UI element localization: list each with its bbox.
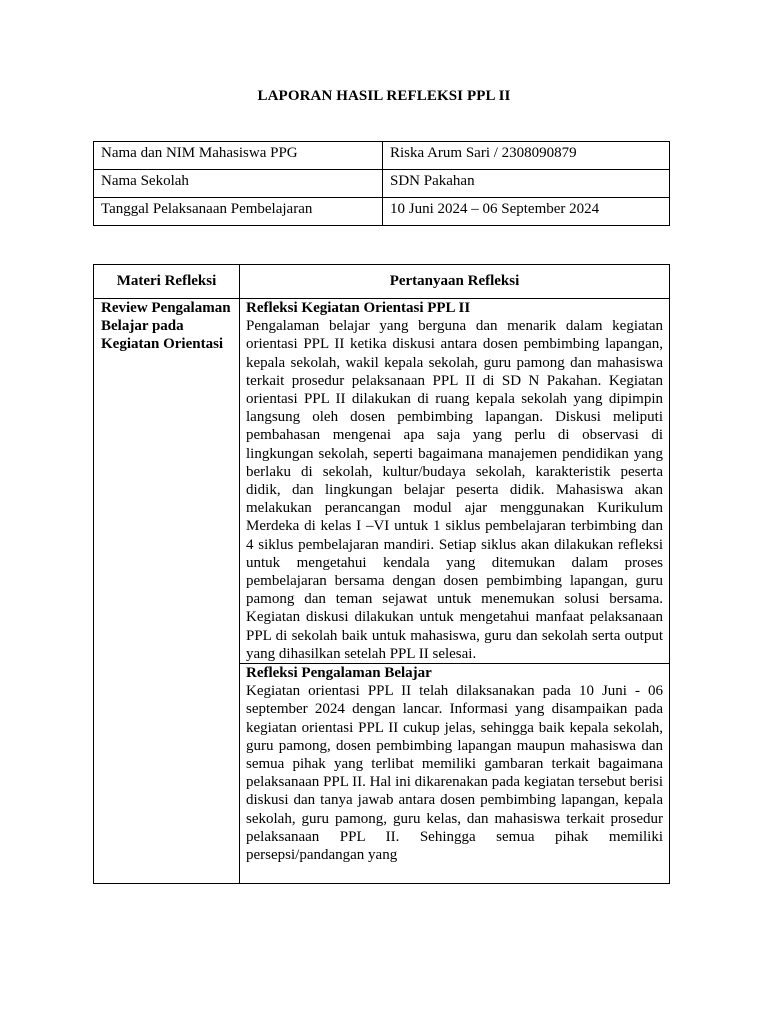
info-value: Riska Arum Sari / 2308090879 (383, 142, 670, 170)
table-row (94, 170, 670, 198)
document-title: LAPORAN HASIL REFLEKSI PPL II (257, 88, 511, 104)
section-text: Pengalaman belajar yang berguna dan menarik dalam kegiatan orientasi PPL II ketika diskusi antara dosen pembimbing lapangan, kepala sekolah, wakil kepala sekolah, guru pamong dan mahasiswa terkait prosedur pelaksanaan PPL II di SD N Pakahan. Kegiatan orientasi PPL II dilakukan di ruang kepala sekolah yang dipimpin langsung oleh dosen pembimbing lapangan. Diskusi meliputi pembahasan mengenai apa saja yang perlu di observasi di lingkungan sekolah, seperti bagaimana manajemen pendidikan yang berlaku di sekolah, kultur/budaya sekolah, karakteristik peserta didik, dan lingkungan belajar peserta didik. Mahasiswa akan melakukan perancangan modul ajar menggunakan Kurikulum Merdeka di kelas I –VI untuk 1 siklus pembelajaran terbimbing dan 4 siklus pembelajaran mandiri. Setiap siklus akan dilakukan refleksi untuk mengetahui kendala yang ditemukan dalam proses pembelajaran bersama dengan dosen pembimbing lapangan, guru pamong dan teman sejawat untuk menemukan solusi bersama. Kegiatan diskusi dilakukan untuk mengetahui manfaat pelaksanaan PPL di sekolah baik untuk mahasiswa, guru dan sekolah serta output yang dihasilkan setelah PPL II selesai. (246, 318, 663, 662)
section-title: Refleksi Pengalaman Belajar (246, 665, 432, 682)
column-header-materi: Materi Refleksi (94, 265, 240, 299)
info-label: Tanggal Pelaksanaan Pembelajaran (94, 198, 383, 226)
info-value: SDN Pakahan (383, 170, 670, 198)
section-title: Refleksi Kegiatan Orientasi PPL II (246, 300, 471, 316)
column-header-pertanyaan: Pertanyaan Refleksi (240, 265, 670, 299)
table-header-row (94, 265, 670, 299)
reflection-section-cell (240, 299, 670, 664)
table-row (94, 198, 670, 226)
table-row (94, 299, 670, 664)
info-label: Nama Sekolah (94, 170, 383, 198)
reflection-table (93, 264, 670, 884)
reflection-section-cell (240, 664, 670, 884)
info-label: Nama dan NIM Mahasiswa PPG (94, 142, 383, 170)
section-text: Kegiatan orientasi PPL II telah dilaksanakan pada 10 Juni - 06 september 2024 dengan lancar. Informasi yang disampaikan pada kegiatan orientasi PPL II cukup jelas, sehingga baik kepala sekolah, guru pamong, dosen pembimbing lapangan maupun mahasiswa dan semua pihak yang terlibat memiliki gambaran terkait bagaimana pelaksanaan PPL II. Hal ini dikarenakan pada kegiatan tersebut berisi diskusi dan tanya jawab antara dosen pembimbing lapangan, kepala sekolah, guru pamong, guru kelas, dan mahasiswa terkait prosedur pelaksanaan PPL II. Sehingga semua pihak memiliki persepsi/pandangan yang (246, 683, 663, 864)
student-info-table (93, 141, 670, 226)
materi-cell: Review Pengalaman Belajar pada Kegiatan Orientasi (94, 299, 240, 884)
info-value: 10 Juni 2024 – 06 September 2024 (383, 198, 670, 226)
table-row (94, 142, 670, 170)
